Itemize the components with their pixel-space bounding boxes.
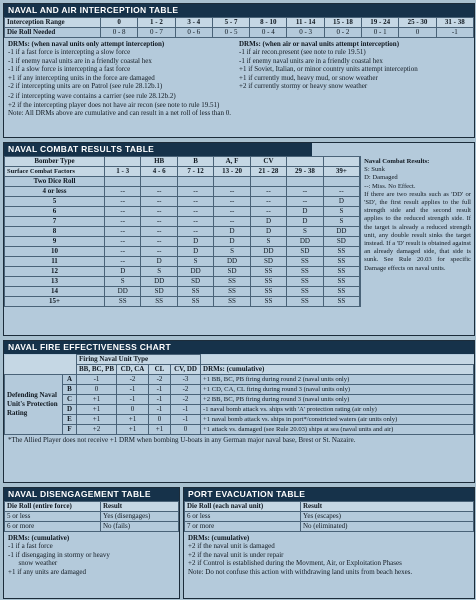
drm-line: -2 if intercepting units are on Patrol (see rule 28.12b.1)	[8, 82, 163, 91]
range-cell: 8 - 10	[250, 18, 287, 28]
fire-value-cell: -1	[149, 385, 171, 395]
combat-result-cell: --	[141, 207, 177, 217]
evacuation-result: Yes (escapes)	[301, 512, 474, 522]
range-cell: 0	[101, 18, 138, 28]
interception-table	[3, 3, 475, 138]
combat-results-table	[3, 142, 475, 336]
combat-result-cell: SS	[287, 267, 323, 277]
combat-row	[5, 237, 360, 247]
legend-damaged: D: Damaged	[364, 174, 398, 182]
fire-value-cell: +1	[77, 415, 117, 425]
fire-value-cell: +1	[77, 405, 117, 415]
fire-col: CV, DD	[171, 365, 201, 375]
combat-result-cell: SS	[141, 297, 177, 307]
fire-title: NAVAL FIRE EFFECTIVENESS CHART	[4, 341, 474, 354]
combat-result-cell: --	[250, 207, 286, 217]
combat-result-cell: D	[141, 257, 177, 267]
combat-result-cell: SS	[177, 297, 213, 307]
combat-result-cell: DD	[287, 237, 323, 247]
fire-value-cell: +2	[77, 425, 117, 435]
fire-value-cell: -2	[117, 375, 149, 385]
fire-drm-text: +2 BB, BC, PB firing during round 3 (naval units only)	[201, 395, 474, 405]
combat-result-cell: --	[141, 237, 177, 247]
protection-rating: D	[63, 405, 77, 415]
dice-roll-cell: 6	[5, 207, 105, 217]
combat-results-legend	[360, 156, 474, 307]
combat-result-cell: DD	[214, 257, 250, 267]
range-cell: 5 - 7	[212, 18, 249, 28]
fire-drm-text: +1 CD, CA, CL firing during round 3 (naval units only)	[201, 385, 474, 395]
combat-result-cell: SS	[287, 297, 323, 307]
combat-result-cell: SS	[287, 257, 323, 267]
disengage-result: No (fails)	[101, 522, 179, 532]
fire-value-cell: -1	[149, 405, 171, 415]
two-dice-label: Two Dice Roll	[5, 177, 105, 187]
fire-value-cell: 0	[149, 415, 171, 425]
protection-rating: B	[63, 385, 77, 395]
dice-roll-cell: 11	[5, 257, 105, 267]
combat-result-cell: SD	[323, 237, 360, 247]
roll-cell: 0	[399, 28, 436, 38]
drm-line: +1 if any units are damaged	[8, 567, 87, 576]
bomber-type-label: Bomber Type	[5, 157, 105, 167]
combat-result-cell: D	[177, 247, 213, 257]
fire-col: CD, CA	[117, 365, 149, 375]
drm-line: +1 if currently mud, heavy mud, or snow weather	[239, 73, 378, 82]
evacuation-col-result: Result	[301, 502, 474, 512]
range-cell: 15 - 18	[324, 18, 361, 28]
dice-roll-cell: 8	[5, 227, 105, 237]
factor-cell: 39+	[323, 167, 360, 177]
dice-roll-cell: 10	[5, 247, 105, 257]
combat-result-cell: --	[141, 227, 177, 237]
combat-result-cell: S	[250, 237, 286, 247]
air-drm-heading: DRMs: (when air or naval units attempt interception)	[239, 40, 400, 48]
fire-drm-text: +1 naval bomb attack vs. ships in port*/constricted waters (air units only)	[201, 415, 474, 425]
drm-line: -1 if enemy naval units are in a friendly coastal hex	[239, 56, 383, 65]
combat-result-cell: SS	[250, 287, 286, 297]
fire-drm-heading: DRMs: (cumulative)	[201, 365, 474, 375]
combat-result-cell: DD	[250, 247, 286, 257]
combat-result-cell: SS	[214, 287, 250, 297]
defending-rating-label: Defending Naval Unit's Protection Rating	[5, 375, 63, 435]
range-cell: 3 - 4	[175, 18, 212, 28]
fire-value-cell: -1	[117, 385, 149, 395]
drm-line: -1 if enemy naval units are in a friendly coastal hex	[8, 56, 152, 65]
drm-line: +1 if any intercepting units in the force are damaged	[8, 73, 155, 82]
combat-result-cell: --	[105, 207, 141, 217]
evacuation-drm-heading: DRMs: (cumulative)	[188, 534, 250, 542]
combat-result-cell: S	[177, 257, 213, 267]
combat-result-cell: DD	[177, 267, 213, 277]
combat-row	[5, 197, 360, 207]
dice-roll-cell: 12	[5, 267, 105, 277]
fire-value-cell: -2	[149, 375, 171, 385]
fire-value-cell: -1	[149, 395, 171, 405]
roll-cell: 0 - 5	[212, 28, 249, 38]
combat-result-cell: --	[287, 187, 323, 197]
fire-col: CL	[149, 365, 171, 375]
combat-result-cell: S	[323, 207, 360, 217]
interception-extra	[4, 92, 474, 119]
factor-cell: 4 - 6	[141, 167, 177, 177]
drm-line: +2 if currently stormy or heavy snow weather	[239, 82, 368, 91]
bomber-type	[323, 157, 360, 167]
roll-cell: 0 - 2	[324, 28, 361, 38]
combat-result-cell: S	[323, 217, 360, 227]
fire-value-cell: 0	[117, 405, 149, 415]
combat-result-cell: --	[214, 207, 250, 217]
fire-value-cell: +1	[117, 415, 149, 425]
combat-row	[5, 297, 360, 307]
combat-result-cell: SS	[250, 267, 286, 277]
combat-result-cell: --	[105, 187, 141, 197]
fire-drm-text: -1 naval bomb attack vs. ships with 'A' protection rating (air only)	[201, 405, 474, 415]
combat-result-cell: D	[323, 197, 360, 207]
combat-result-cell: D	[287, 207, 323, 217]
combat-result-cell: SD	[250, 257, 286, 267]
roll-cell: 0 - 7	[138, 28, 175, 38]
combat-result-cell: --	[105, 247, 141, 257]
dice-roll-cell: 9	[5, 237, 105, 247]
fire-value-cell: -2	[171, 385, 201, 395]
factor-cell: 13 - 20	[214, 167, 250, 177]
disengage-col-result: Result	[101, 502, 179, 512]
fire-effectiveness-chart	[3, 340, 475, 483]
drm-line: +2 if the naval unit is damaged	[188, 542, 275, 551]
roll-cell: 0 - 4	[250, 28, 287, 38]
range-cell: 25 - 30	[399, 18, 436, 28]
protection-rating: F	[63, 425, 77, 435]
combat-row	[5, 217, 360, 227]
combat-row	[5, 227, 360, 237]
combat-result-cell: SD	[214, 267, 250, 277]
combat-result-cell: SS	[287, 287, 323, 297]
factor-cell: 29 - 38	[287, 167, 323, 177]
firing-unit-label: Firing Naval Unit Type	[77, 355, 201, 365]
combat-result-cell: --	[177, 197, 213, 207]
legend-miss: --: Miss. No Effect.	[364, 182, 416, 190]
surface-factors-label: Surface Combat Factors	[5, 167, 105, 177]
fire-value-cell: +1	[117, 425, 149, 435]
evacuation-col-roll: Die Roll (each naval unit)	[185, 502, 301, 512]
combat-result-cell: --	[141, 187, 177, 197]
drm-line: -1 if disengaging in stormy or heavy	[8, 550, 110, 559]
combat-result-cell: DD	[323, 227, 360, 237]
combat-result-cell: SS	[250, 297, 286, 307]
combat-result-cell: --	[323, 187, 360, 197]
fire-value-cell: +1	[149, 425, 171, 435]
roll-cell: 0 - 3	[287, 28, 324, 38]
protection-rating: C	[63, 395, 77, 405]
dice-roll-cell: 15+	[5, 297, 105, 307]
range-cell: 19 - 24	[362, 18, 399, 28]
combat-result-cell: --	[250, 187, 286, 197]
combat-result-cell: S	[141, 267, 177, 277]
roll-cell: -1	[436, 28, 473, 38]
fire-footnote: *The Allied Player does not receive +1 DRM when bombing U-boats in any German major naval base, Brest or St. Nazaire.	[8, 436, 356, 444]
dice-roll-cell: 4 or less	[5, 187, 105, 197]
combat-result-cell: S	[287, 227, 323, 237]
air-drm-list	[239, 40, 470, 90]
evacuation-grid	[184, 501, 474, 532]
combat-result-cell: SS	[323, 247, 360, 257]
bomber-type: CV	[250, 157, 286, 167]
legend-sunk: S: Sunk	[364, 166, 385, 174]
fire-value-cell: -1	[171, 415, 201, 425]
roll-cell: 0 - 6	[175, 28, 212, 38]
combat-result-cell: --	[141, 247, 177, 257]
drm-line: -1 if a fast force is intercepting a slow force	[8, 48, 131, 57]
combat-result-cell: D	[250, 217, 286, 227]
range-cell: 11 - 14	[287, 18, 324, 28]
combat-result-cell: --	[141, 217, 177, 227]
drm-line: -1 if air recon.present (see note to rule 19.51)	[239, 48, 366, 57]
naval-drm-list	[8, 40, 239, 90]
combat-grid	[4, 156, 360, 307]
combat-result-cell: SS	[323, 287, 360, 297]
range-cell: 1 - 2	[138, 18, 175, 28]
drm-line: -2 if intercepting wave contains a carrier (see rule 28.12b.2)	[8, 92, 176, 101]
fire-row	[5, 415, 474, 425]
combat-result-cell: D	[287, 217, 323, 227]
combat-title: NAVAL COMBAT RESULTS TABLE	[4, 143, 312, 156]
fire-value-cell: -1	[171, 405, 201, 415]
combat-result-cell: SS	[105, 297, 141, 307]
disengage-roll: 6 or more	[5, 522, 101, 532]
combat-result-cell: --	[177, 187, 213, 197]
combat-row	[5, 267, 360, 277]
fire-col: BB, BC, PB	[77, 365, 117, 375]
combat-result-cell: SS	[214, 297, 250, 307]
combat-result-cell: --	[177, 227, 213, 237]
combat-result-cell: --	[214, 217, 250, 227]
combat-result-cell: DD	[105, 287, 141, 297]
interception-title: NAVAL AND AIR INTERCEPTION TABLE	[4, 4, 474, 17]
disengage-result: Yes (disengages)	[101, 512, 179, 522]
combat-result-cell: SS	[250, 277, 286, 287]
disengage-drms	[4, 532, 179, 578]
fire-value-cell: -3	[171, 375, 201, 385]
drm-line: -1 if a slow force is intercepting a fast force	[8, 65, 131, 74]
fire-value-cell: -1	[117, 395, 149, 405]
combat-result-cell: --	[105, 237, 141, 247]
combat-result-cell: --	[141, 197, 177, 207]
bomber-type: A, F	[214, 157, 250, 167]
combat-result-cell: --	[214, 187, 250, 197]
dice-roll-cell: 7	[5, 217, 105, 227]
combat-row	[5, 207, 360, 217]
results-explanation: If there are two results such as 'DD' or 'SD', the first result applies to the full strength side and the second result applies to the reduced strength side. If the target is already a reduced strength unit, any double result sinks the target instead. If a 'D' result is obtained against an already damaged side, that side is sunk. See Rule 20.03 for specific Damage effects on naval units.	[364, 190, 471, 272]
fire-value-cell: 0	[171, 425, 201, 435]
evacuation-roll: 6 or less	[185, 512, 301, 522]
evacuation-title: PORT EVACUATION TABLE	[184, 488, 474, 501]
fire-row	[5, 405, 474, 415]
fire-value-cell: -2	[171, 395, 201, 405]
combat-result-cell: --	[177, 207, 213, 217]
fire-drm-text: +1 BB, BC, PB firing during round 2 (naval units only)	[201, 375, 474, 385]
combat-result-cell: SS	[323, 257, 360, 267]
disengagement-table	[3, 487, 180, 599]
drm-line: +2 if the intercepting player does not have air recon (see note to rule 19.51)	[8, 100, 220, 109]
interception-drms	[4, 38, 474, 92]
protection-rating: A	[63, 375, 77, 385]
evacuation-drms	[184, 532, 474, 578]
fire-row	[5, 425, 474, 435]
naval-drm-heading: DRMs: (when naval units only attempt interception)	[8, 40, 165, 48]
fire-row	[5, 385, 474, 395]
die-roll-needed-label: Die Roll Needed	[5, 28, 101, 38]
interception-grid	[4, 17, 474, 38]
factor-cell: 1 - 3	[105, 167, 141, 177]
fire-drm-text: +1 attack vs. damaged (see Rule 20.03) ships at sea (naval units and air)	[201, 425, 474, 435]
protection-rating: E	[63, 415, 77, 425]
combat-row	[5, 187, 360, 197]
disengage-drm-heading: DRMs: (cumulative)	[8, 534, 70, 542]
combat-result-cell: --	[105, 257, 141, 267]
combat-result-cell: DD	[141, 277, 177, 287]
combat-result-cell: SS	[323, 267, 360, 277]
combat-result-cell: --	[105, 197, 141, 207]
fire-row	[5, 395, 474, 405]
factor-cell: 7 - 12	[177, 167, 213, 177]
combat-row	[5, 257, 360, 267]
drm-line: Note: Do not confuse this action with withdrawing land units from beach hexes.	[188, 567, 413, 576]
combat-result-cell: D	[214, 227, 250, 237]
evacuation-result: No (eliminated)	[301, 522, 474, 532]
drm-line: +2 if Control is established during the Movment, Air, or Exploitation Phases	[188, 559, 402, 568]
disengage-grid	[4, 501, 179, 532]
bomber-type: B	[177, 157, 213, 167]
fire-value-cell: -1	[77, 375, 117, 385]
interception-range-label: Interception Range	[5, 18, 101, 28]
combat-result-cell: D	[250, 227, 286, 237]
combat-result-cell: SS	[177, 287, 213, 297]
combat-result-cell: --	[287, 197, 323, 207]
combat-result-cell: SS	[214, 277, 250, 287]
combat-result-cell: --	[105, 227, 141, 237]
combat-result-cell: S	[214, 247, 250, 257]
fire-grid	[4, 354, 474, 435]
combat-result-cell: --	[214, 197, 250, 207]
combat-result-cell: --	[105, 217, 141, 227]
disengage-title: NAVAL DISENGAGEMENT TABLE	[4, 488, 179, 501]
drm-line: +1 if Soviet, Italian, or minor country units attempt interception	[239, 65, 418, 74]
combat-result-cell: SS	[323, 277, 360, 287]
combat-row	[5, 287, 360, 297]
combat-result-cell: D	[177, 237, 213, 247]
dice-roll-cell: 14	[5, 287, 105, 297]
combat-result-cell: D	[214, 237, 250, 247]
bomber-type: HB	[141, 157, 177, 167]
drm-line: snow weather	[8, 559, 58, 568]
fire-row	[5, 375, 474, 385]
combat-result-cell: --	[177, 217, 213, 227]
combat-result-cell: SS	[323, 297, 360, 307]
combat-result-cell: SD	[177, 277, 213, 287]
dice-roll-cell: 13	[5, 277, 105, 287]
bomber-type	[105, 157, 141, 167]
combat-result-cell: D	[105, 267, 141, 277]
fire-value-cell: +1	[77, 395, 117, 405]
roll-cell: 0 - 8	[101, 28, 138, 38]
disengage-roll: 5 or less	[5, 512, 101, 522]
drm-line: +2 if the naval unit is under repair	[188, 550, 284, 559]
disengage-col-roll: Die Roll (entire force)	[5, 502, 101, 512]
combat-row	[5, 247, 360, 257]
combat-result-cell: SS	[287, 277, 323, 287]
bomber-type	[287, 157, 323, 167]
roll-cell: 0 - 1	[362, 28, 399, 38]
results-title: Naval Combat Results:	[364, 158, 430, 165]
dice-roll-cell: 5	[5, 197, 105, 207]
combat-result-cell: --	[250, 197, 286, 207]
port-evacuation-table	[183, 487, 475, 599]
fire-value-cell: 0	[77, 385, 117, 395]
combat-result-cell: SD	[141, 287, 177, 297]
factor-cell: 21 - 28	[250, 167, 286, 177]
combat-row	[5, 277, 360, 287]
combat-result-cell: S	[105, 277, 141, 287]
range-cell: 31 - 38	[436, 18, 473, 28]
combat-result-cell: SD	[287, 247, 323, 257]
evacuation-roll: 7 or more	[185, 522, 301, 532]
drm-line: -1 if a fast force	[8, 542, 53, 551]
interception-note: Note: All DRMs above are cumulative and can result in a net roll of less than 0.	[8, 109, 231, 118]
